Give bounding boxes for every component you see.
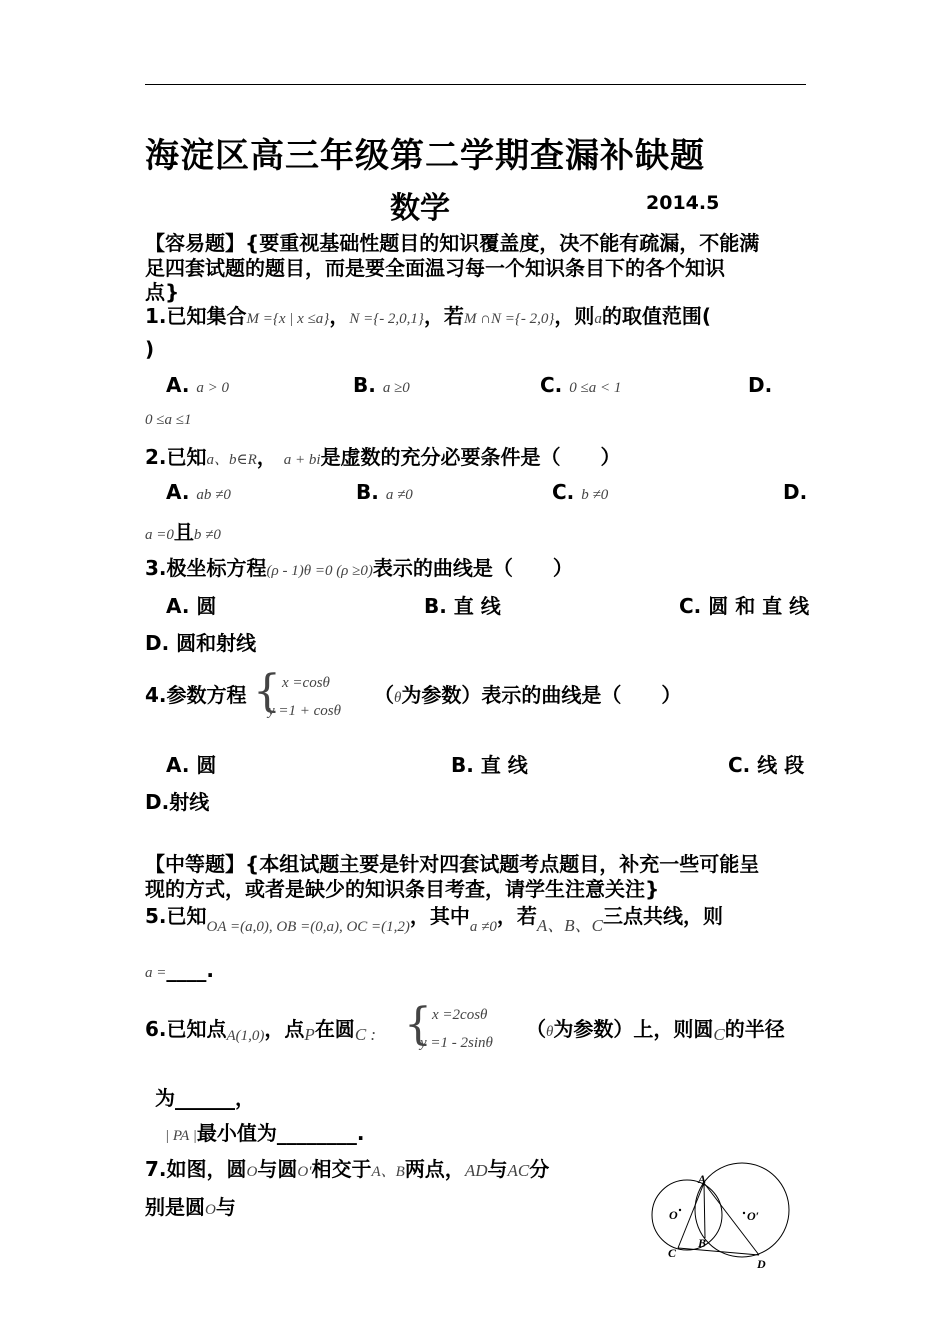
q2-option-b: B. a ≠0 — [356, 480, 413, 504]
easy-intro-line1: 【容易题】{要重视基础性题目的知识覆盖度，决不能有疏漏，不能满 — [145, 231, 760, 255]
question-1: 1.已知集合M ={x | x ≤a}，N ={- 2,0,1}，若M ∩N ={- 2,0}，则a的取值范围( — [145, 304, 712, 328]
question-6: 6.已知点$_{A(1,0)}$，点$_P$在圆$_{C :}$ — [145, 1017, 377, 1044]
question-3: 3.极坐标方程(ρ - 1)θ =0 (ρ ≥0)表示的曲线是（ ） — [145, 556, 573, 580]
q1-option-a: A. a > 0 — [166, 373, 230, 397]
medium-intro-line1: 【中等题】{本组试题主要是针对四套试题考点题目，补充一些可能呈 — [145, 852, 760, 876]
q3-option-b: B. 直 线 — [424, 594, 501, 618]
easy-intro-line3: 点} — [145, 280, 180, 304]
question-7: 7.如图，圆O与圆O′相交于A、B两点，AD与AC分 — [145, 1157, 550, 1181]
circle-o-prime — [695, 1163, 789, 1257]
q4-stem-rest: （θ为参数）表示的曲线是（ ） — [374, 683, 682, 707]
line-ab — [704, 1183, 705, 1238]
q6-eq-x: x =2cosθ — [432, 1007, 488, 1023]
q1-set-m: M ={x | x ≤a} — [246, 311, 330, 327]
easy-intro-line2: 足四套试题的题目，而是要全面温习每一个知识条目下的各个知识 — [145, 256, 725, 280]
q6-eq-y: y =1 - 2sinθ — [420, 1035, 493, 1051]
q7-line2: 别是圆O与 — [145, 1195, 236, 1219]
q4-option-c: C. 线 段 — [728, 753, 805, 777]
top-rule — [145, 84, 806, 85]
q6-blank-radius: 为______， — [155, 1086, 255, 1110]
q5-answer-line: a =____. — [145, 958, 214, 982]
medium-intro-line2: 现的方式，或者是缺少的知识条目考查，请学生注意关注} — [145, 877, 660, 901]
question-2: 2.已知a、b∈R， a + bi是虚数的充分必要条件是（ ） — [145, 445, 621, 469]
q4-option-d: D.射线 — [145, 790, 210, 814]
label-a: A — [698, 1172, 707, 1186]
circle-o — [652, 1180, 722, 1250]
q4-option-b: B. 直 线 — [451, 753, 528, 777]
label-o-prime: O′ — [747, 1209, 760, 1223]
q4-stem: 4.参数方程 — [145, 683, 247, 707]
q2-option-a: A. ab ≠0 — [166, 480, 231, 504]
label-c: C — [668, 1246, 677, 1260]
line-cd — [678, 1248, 759, 1255]
q4-option-a: A. 圆 — [166, 753, 217, 777]
exam-date: 2014.5 — [646, 192, 720, 214]
q1-option-d: 0 ≤a ≤1 — [145, 412, 192, 428]
q1-option-c: C. 0 ≤a < 1 — [540, 373, 622, 397]
q2-option-d: a =0且b ≠0 — [145, 520, 221, 544]
q2-option-d-label: D. — [783, 480, 808, 504]
label-d: D — [757, 1257, 766, 1271]
q1-close-paren: ) — [145, 337, 155, 361]
q1-set-n: N ={- 2,0,1} — [349, 311, 424, 327]
q1-intersection: M ∩N ={- 2,0} — [463, 311, 555, 327]
question-5: 5.已知$_{OA =(a,0), OB =(0,a), OC =(1,2)}$，其中$_{a \ne 0}$，若$_{A、B、C}$三点共线，则 — [145, 904, 724, 935]
q3-option-d: D. 圆和射线 — [145, 631, 257, 655]
q4-eq-x: x =cosθ — [282, 675, 330, 691]
q4-brace: { — [253, 666, 281, 717]
q3-option-c: C. 圆 和 直 线 — [679, 594, 810, 618]
page-title: 海淀区高三年级第二学期查漏补缺题 — [145, 136, 705, 176]
q6-blank-min: | PA |最小值为________. — [165, 1121, 365, 1145]
q3-option-a: A. 圆 — [166, 594, 217, 618]
label-b: B — [698, 1236, 707, 1250]
q6-brace: { — [404, 999, 432, 1050]
q2-option-c: C. b ≠0 — [552, 480, 609, 504]
q1-option-d-label: D. — [748, 373, 773, 397]
subject-title: 数学 — [390, 191, 450, 226]
q1-option-b: B. a ≥0 — [353, 373, 410, 397]
label-o: O — [669, 1208, 678, 1222]
q7-figure — [640, 1160, 800, 1276]
center-o-prime — [743, 1212, 745, 1214]
center-o — [679, 1209, 681, 1211]
q4-eq-y: y =1 + cosθ — [268, 703, 342, 719]
q1-stem: 1.已知集合 — [145, 304, 247, 328]
q6-stem-rest: （θ为参数）上，则圆$_C$的半径 — [526, 1017, 785, 1044]
